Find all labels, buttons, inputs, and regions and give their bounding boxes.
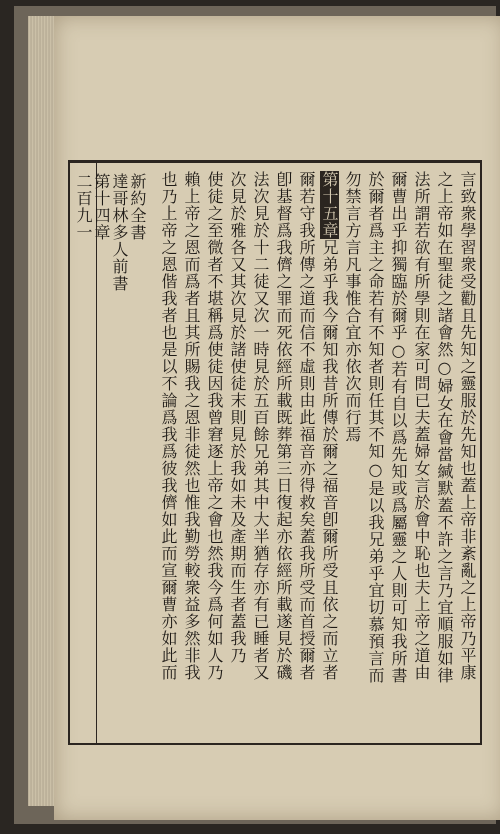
- margin-column: [74, 173, 146, 322]
- text-column-8: 爾若守我所傳之道而信不虛則由此福音亦得救矣蓋我所受而首授爾者: [297, 171, 316, 681]
- text-column-2: 之上帝如在聖徒之諸會然○婦女在會當緘默蓋不許之言乃宜順服如律: [435, 171, 454, 684]
- text-column-4: 爾曹出乎抑獨臨於爾乎○若有自以爲先知或爲屬靈之人則可知我所書: [389, 171, 408, 684]
- book-title: 新約全書: [128, 173, 147, 241]
- chapter-label: 第十四章: [92, 173, 111, 241]
- text-column-5: 於爾者爲主之命若有不知者則任其不知○是以我兄弟乎宜切慕預言而: [366, 171, 385, 684]
- text-column-11: 次見於雅各又其次見於諸使徒末則見於我如未及產期而生者蓋我乃: [228, 171, 247, 664]
- text-column-6: 勿禁言方言凡事惟合宜亦依次而行焉: [343, 171, 362, 443]
- text-column-1: 言致衆學習衆受勸且先知之靈服於先知也蓋上帝非紊亂之上帝乃平康: [458, 171, 477, 681]
- text-column-12: 使徒之至微者不堪稱爲使徒因我曾窘逐上帝之會也然我今爲何如人乃: [205, 171, 224, 681]
- text-column-3: 法所謂若欲有所學則在家可問已夫蓋婦女言於會中恥也夫上帝之道由: [412, 171, 431, 681]
- chapter-heading: 第十五章: [320, 171, 339, 239]
- text-column-7: 兄弟乎我今爾知我昔所傳於爾之福音卽爾所受且依之而立者: [320, 239, 339, 681]
- epistle-title: 達哥林多人前書: [110, 173, 129, 292]
- text-column-13: 賴上帝之恩而爲者且其所賜我之恩非徒然也惟我勤勞較衆益多然非我: [182, 171, 201, 681]
- text-frame: [68, 160, 482, 745]
- chapter-column: [320, 171, 338, 681]
- page-number: 二百九一: [74, 173, 93, 241]
- text-column-14: 也乃上帝之恩偕我者也是以不論爲我爲彼我儕如此而宣爾曹亦如此而: [159, 171, 178, 681]
- text-column-10: 法次見於十二徒又次一時見於五百餘兄弟其中大半猶存亦有已睡者又: [251, 171, 270, 681]
- text-column-9: 卽基督爲我儕之罪而死依經所載既葬第三日復起亦依經所載遂見於磯: [274, 171, 293, 681]
